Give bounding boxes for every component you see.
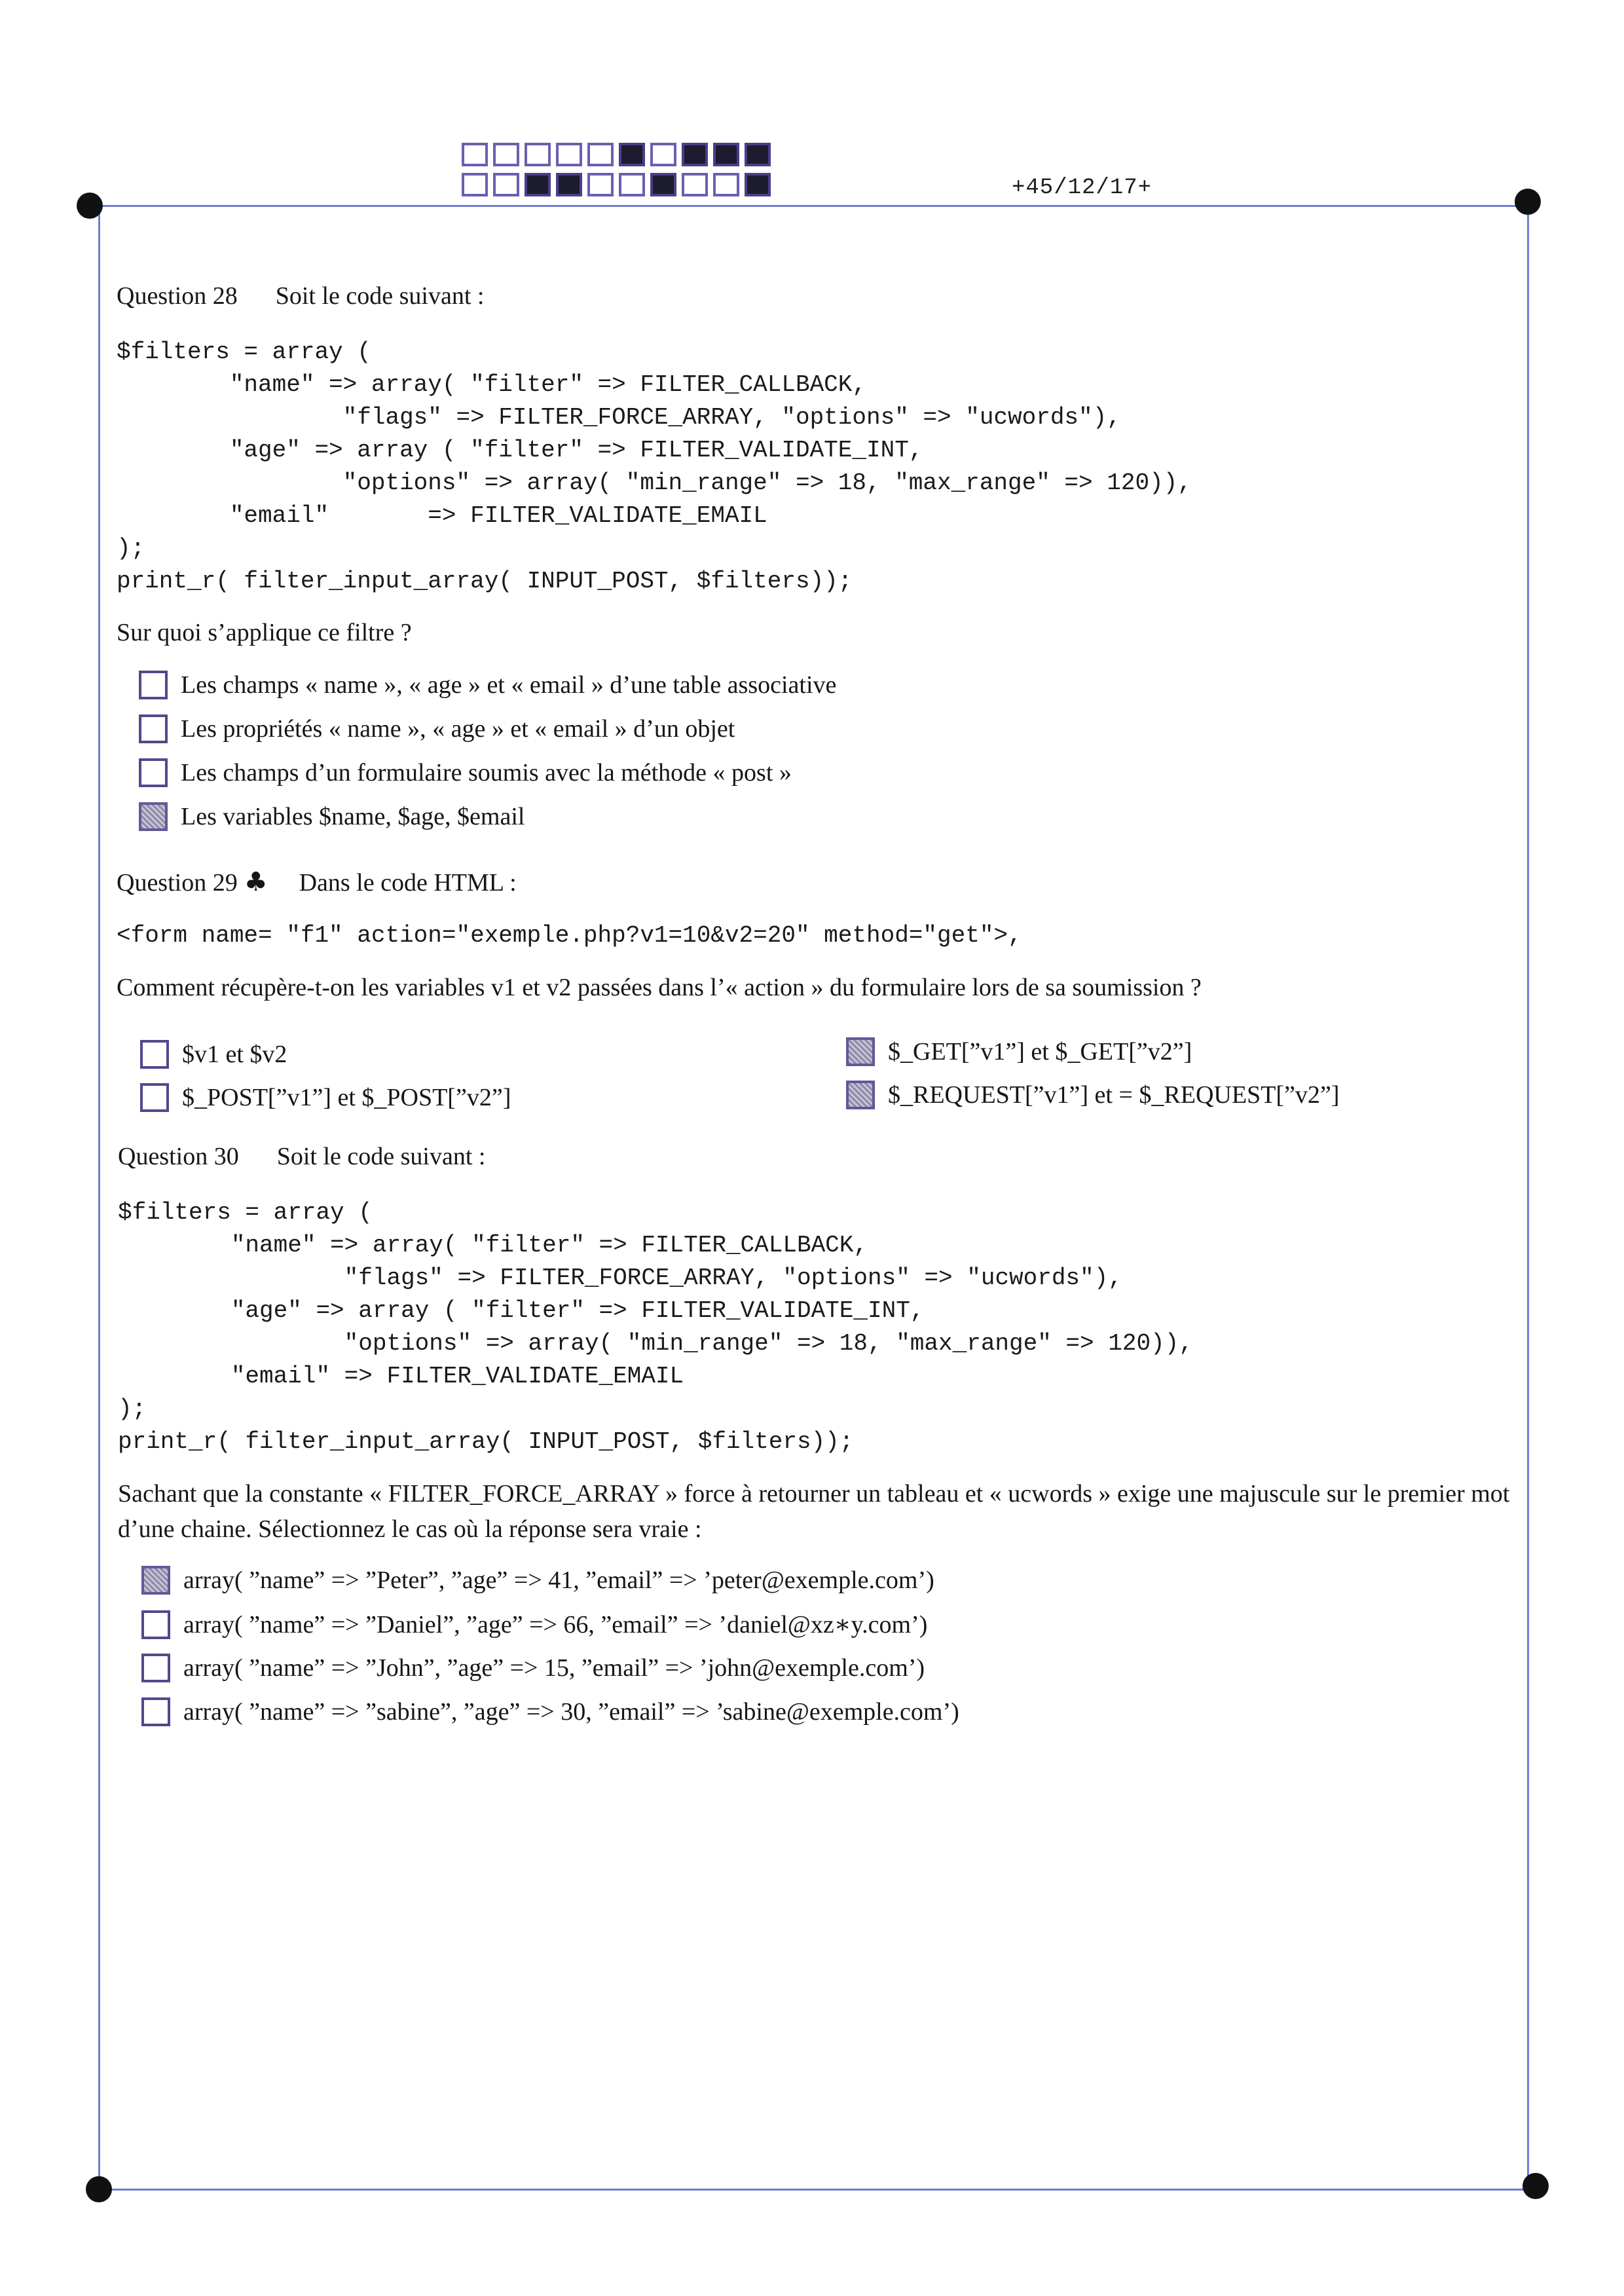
frame-top-line — [98, 205, 1529, 207]
q28-option-2[interactable] — [139, 714, 735, 743]
q30-option-1-label: array( ”name” => ”Peter”, ”age” => 41, ”email” => ’peter@exemple.com’) — [183, 1566, 934, 1594]
page-identifier: +45/12/17+ — [1012, 176, 1153, 200]
code-cell — [650, 143, 676, 166]
frame-left-line — [98, 208, 100, 2193]
question-28-header — [117, 282, 484, 310]
question-30-code: $filters = array ( "name" => array( "filter" => FILTER_CALLBACK, "flags" => FILTER_FORCE_ARRAY, "options" => "ucwords"), "age" => array ( "filter" => FILTER_VALIDATE_INT, "options" => array( "min_range" => 18, "max_range" => 120)), "email" => FILTER_VALIDATE_EMAIL ); print_r( filter_input_array( INPUT_POST, $filters)); — [118, 1199, 1193, 1455]
q29-option-2-checkbox[interactable] — [140, 1083, 169, 1112]
q28-option-4[interactable] — [139, 802, 525, 831]
q29-option-2[interactable] — [140, 1083, 511, 1112]
question-28-prompt: Sur quoi s’applique ce filtre ? — [117, 619, 412, 646]
code-cell — [556, 143, 582, 166]
code-cell — [713, 173, 739, 196]
code-cell — [745, 173, 771, 196]
q30-option-4-checkbox[interactable] — [141, 1697, 170, 1726]
question-number: Question 28 — [117, 282, 238, 310]
question-29-code: <form name= "f1" action="exemple.php?v1=10&v2=20" method="get">, — [117, 922, 1022, 949]
q29-option-1[interactable] — [140, 1040, 287, 1069]
q30-option-2-checkbox[interactable] — [141, 1610, 170, 1639]
q28-option-2-checkbox[interactable] — [139, 714, 168, 743]
code-cell — [525, 173, 551, 196]
code-cell — [525, 143, 551, 166]
code-cell — [556, 173, 582, 196]
corner-mark-bottom-right — [1522, 2173, 1549, 2199]
q29-option-1-label: $v1 et $v2 — [182, 1041, 287, 1068]
q29-option-1-checkbox[interactable] — [140, 1040, 169, 1069]
q30-option-4[interactable] — [141, 1697, 959, 1726]
q29-option-4[interactable] — [846, 1081, 1339, 1109]
code-cell — [650, 173, 676, 196]
question-intro: Dans le code HTML : — [299, 869, 517, 897]
q28-option-1-checkbox[interactable] — [139, 671, 168, 699]
q29-option-3-checkbox[interactable] — [846, 1037, 875, 1066]
q30-option-4-label: array( ”name” => ”sabine”, ”age” => 30, ”email” => ’sabine@exemple.com’) — [183, 1698, 959, 1726]
q29-option-3[interactable] — [846, 1037, 1192, 1066]
q30-option-2-label: array( ”name” => ”Daniel”, ”age” => 66, ”email” => ’daniel@xz∗y.com’) — [183, 1611, 928, 1639]
frame-right-line — [1527, 208, 1529, 2193]
page-code-row-2 — [462, 173, 776, 196]
club-symbol-icon: ♣ — [244, 867, 268, 897]
corner-mark-bottom-left — [86, 2176, 112, 2202]
q30-option-1-checkbox[interactable] — [141, 1566, 170, 1595]
q29-option-3-label: $_GET[”v1”] et $_GET[”v2”] — [888, 1038, 1192, 1065]
q28-option-1-label: Les champs « name », « age » et « email » d’une table associative — [181, 671, 837, 699]
q29-option-4-checkbox[interactable] — [846, 1081, 875, 1109]
code-cell — [713, 143, 739, 166]
code-cell — [462, 173, 488, 196]
question-intro: Soit le code suivant : — [276, 1143, 486, 1170]
question-number: Question 30 — [118, 1143, 239, 1170]
question-29-prompt: Comment récupère-t-on les variables v1 et v2 passées dans l’« action » du formulaire lors de sa soumission ? — [117, 974, 1202, 1001]
q28-option-4-checkbox[interactable] — [139, 802, 168, 831]
q30-option-3-checkbox[interactable] — [141, 1654, 170, 1682]
q28-option-3-checkbox[interactable] — [139, 758, 168, 787]
q29-option-4-label: $_REQUEST[”v1”] et = $_REQUEST[”v2”] — [888, 1081, 1340, 1109]
code-cell — [587, 143, 614, 166]
q30-option-2[interactable] — [141, 1610, 927, 1639]
code-cell — [462, 143, 488, 166]
q28-option-1[interactable] — [139, 671, 836, 699]
q28-option-3[interactable] — [139, 758, 792, 787]
q28-option-2-label: Les propriétés « name », « age » et « email » d’un objet — [181, 715, 735, 743]
q29-option-2-label: $_POST[”v1”] et $_POST[”v2”] — [182, 1084, 511, 1111]
q30-option-3[interactable] — [141, 1654, 925, 1682]
code-cell — [682, 173, 708, 196]
question-30-prompt: Sachant que la constante « FILTER_FORCE_ARRAY » force à retourner un tableau et « ucwords » exige une majuscule sur le premier mot d’une chaine. Sélectionnez le cas où la réponse sera vraie : — [118, 1480, 1510, 1543]
question-29-header — [117, 867, 517, 897]
frame-bottom-line — [98, 2189, 1529, 2191]
q28-option-4-label: Les variables $name, $age, $email — [181, 803, 525, 830]
code-cell — [682, 143, 708, 166]
q28-option-3-label: Les champs d’un formulaire soumis avec la méthode « post » — [181, 759, 792, 787]
code-cell — [587, 173, 614, 196]
question-intro: Soit le code suivant : — [275, 282, 485, 310]
question-number: Question 29 — [117, 869, 238, 897]
code-cell — [493, 143, 519, 166]
question-28-code: $filters = array ( "name" => array( "filter" => FILTER_CALLBACK, "flags" => FILTER_FORCE_ARRAY, "options" => "ucwords"), "age" => array ( "filter" => FILTER_VALIDATE_INT, "options" => array( "min_range" => 18, "max_range" => 120)), "email" => FILTER_VALIDATE_EMAIL ); print_r( filter_input_array( INPUT_POST, $filters)); — [117, 339, 1192, 595]
page-code-row-1 — [462, 143, 776, 166]
corner-mark-top-left — [77, 193, 103, 219]
code-cell — [745, 143, 771, 166]
corner-mark-top-right — [1515, 189, 1541, 215]
q30-option-3-label: array( ”name” => ”John”, ”age” => 15, ”email” => ’john@exemple.com’) — [183, 1654, 925, 1682]
code-cell — [619, 173, 645, 196]
code-cell — [619, 143, 645, 166]
question-30-header — [118, 1142, 485, 1171]
code-cell — [493, 173, 519, 196]
q30-option-1[interactable] — [141, 1566, 934, 1595]
